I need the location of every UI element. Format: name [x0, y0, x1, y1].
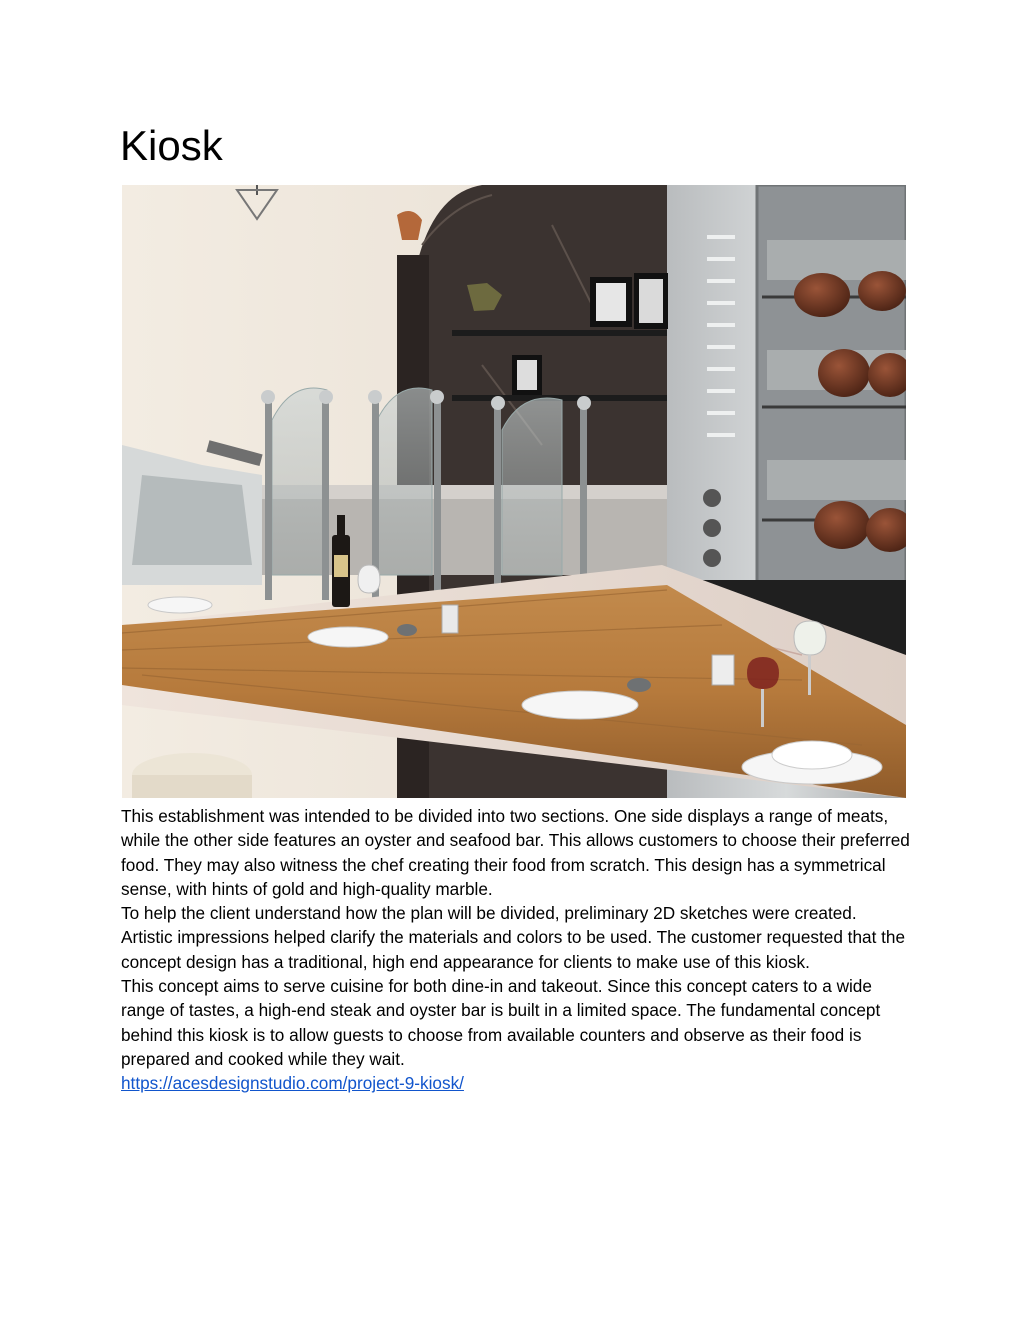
kiosk-illustration [122, 185, 906, 798]
paragraph-3: This concept aims to serve cuisine for both dine-in and takeout. Since this concept caters to a wide range of tastes, a high-end steak and oyster bar is built in a limited space. The fundamental concept behind this kiosk is to allow guests to choose from available counters and observe as their food is prepared and cooked while they wait. [121, 976, 881, 1069]
document-body [121, 804, 911, 1096]
paragraph-1: This establishment was intended to be divided into two sections. One side displays a range of meats, while the other side features an oyster and seafood bar. This allows customers to choose their preferred food. They may also witness the chef creating their food from scratch. This design has a symmetrical sense, with hints of gold and high-quality marble. [121, 806, 910, 899]
page-title: Kiosk [120, 122, 223, 169]
project-link[interactable]: https://acesdesignstudio.com/project-9-kiosk/ [121, 1073, 464, 1094]
paragraph-2: To help the client understand how the plan will be divided, preliminary 2D sketches were created. Artistic impressions helped clarify the materials and colors to be used. The customer requested that the concept design has a traditional, high end appearance for clients to make use of this kiosk. [121, 903, 906, 972]
kiosk-rendering-image [122, 185, 906, 798]
